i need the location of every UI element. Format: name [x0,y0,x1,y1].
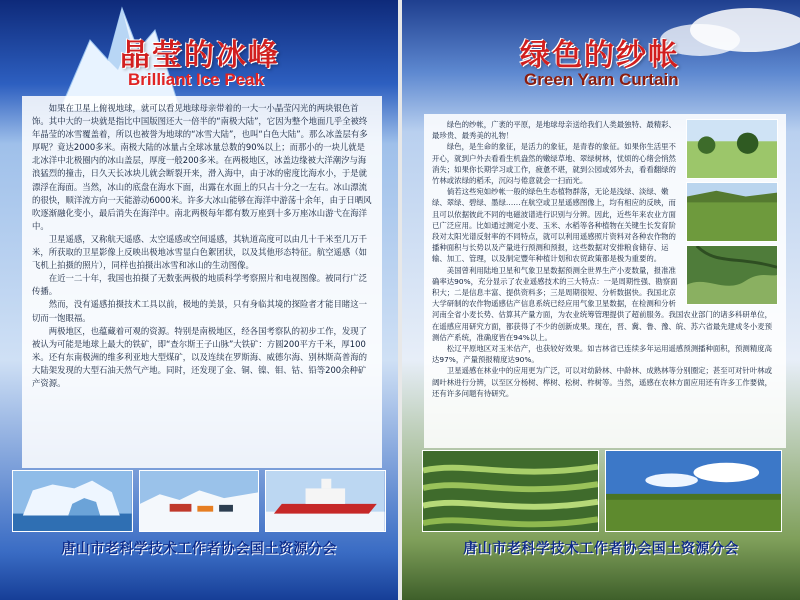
photo-strip [422,450,782,532]
paragraph: 绿色的纱帐，广袤的平原，是地球母亲送给我们人类最独特、最精彩、最珍贵、最秀美的礼物！ [432,120,676,141]
meadow-trees-photo [686,119,778,179]
footer-organization: 唐山市老科学技术工作者协会国土资源分会 [463,541,739,557]
paragraph: 然而，没有遥感拍摄技术工具以前，极地的美景，只有身临其境的探险者才能目睹这一切而一饱眼福。 [32,299,368,323]
page-title: 晶莹的冰峰 [120,38,280,73]
antarctic-station-photo [139,470,260,532]
footer-organization: 唐山市老科学技术工作者协会国土资源分会 [61,541,337,557]
article-body [22,96,382,468]
paragraph: 卫星遥感，又称航天遥感、太空遥感或空间遥感，其轨道高度可以由几十千米至几万千米，所获取的卫星影像上反映出极地冰雪显白色絮团状，以及其他形态特征。航空遥感（如飞机上拍摄的照片），同样也拍摄出冰雪和冰山的生动图像。 [32,233,368,271]
paragraph: 松辽平原地区对玉米估产，也获较好效果。如吉林省已连续多年运用遥感预测播种面积，预测精度高达97%，产量预报精度达90%。 [432,344,772,365]
paragraph: 倘若这些宛如纱帐一般的绿色生态植物群落，无论是浅绿、淡绿、嫩绿、翠绿、碧绿、墨绿……在航空或卫星遥感图像上，均有相应的反映，而且可以依据彼此不同的电磁波谱进行识别与分辨。因此，近些年来农业方面已广泛应用。比如通过测定小麦、玉米、水稻等各种植物在关键生长发育阶段对太阳光谱反射率的不同特点，就可以利用遥感照片资料对各种农作物的播种面积与长势以及产量进行预测和预报，这些数据对安排粮食储存、运输、加工、管理，以及制定豐年种植计划和农贸政策都是极为重要的。 [432,187,676,264]
page-subtitle: Green Yarn Curtain [524,70,679,89]
photo-strip [12,470,386,532]
paragraph: 卫星遥感在林业中的应用更为广泛，可以对幼龄林、中龄林、成熟林等分别圈定；甚至可对针叶林或阔叶林进行分辨，以至区分杨树、桦树、松树、柞树等。当然，遥感在农林方面应用还有许多工作要做，还有许多问题有待研究。 [432,366,772,398]
rice-terraces-photo [422,450,599,532]
paragraph: 两极地区，也蕴藏着可观的资源。特别是南极地区，经各国考察队的初步工作，发现了被认为可能是地球上最大的铁矿，即“查尔斯王子山脉”大铁矿：方圆200平方千米，厚100米。还有东南极洲的维多利亚地大型煤矿，以及连续在罗斯海、威德尔海、别林斯高普海的大陆架发现的大型石油天然气产地。同时，还发现了金、铜、镍、钼、钴、铅等200余种矿产资源。 [32,325,368,388]
page-subtitle: Brilliant Ice Peak [128,70,265,89]
paragraph: 在近一二十年，我国也拍摄了无数张两极的地质科学考察照片和电视图像。被同行广泛传播。 [32,273,368,297]
grassland-photo [686,182,778,242]
poster-ice-peak [0,0,398,600]
crop-field-sky-photo [605,450,782,532]
side-photo-column [686,119,778,308]
article-body [424,114,786,448]
paragraph: 如果在卫星上俯视地球，就可以看见地球母亲带着的一大一小晶莹闪光的两块银色首饰。其中大的一块就是指比中国版图还大一倍半的“南极大陆”，它因为整个地面几乎全被终年晶莹的冰雪覆盖着，所以也被誉为地球的“冰雪大陆”，也叫“白色大陆”。那么冰盖层有多厚呢？竟达2000多米。南极大陆的冰量占全球冰量总数的90%以上；而那小的一块儿就是北冰洋中北极圈内的冰山盖层，厚度一般200多米。在两极地区，冰盖边缘被大洋潮汐与海浪猛烈的撞击，日久天长冰块儿就会断裂开来，滑入海中，由于冰的密度比海水小，于是就漂浮在海面。当然，冰山的底盘在海水下面，出露在水面上的只占十分之一左右。冰山漂流的很快，顺洋流方向一天能游动6000米。许多大冰山能够在海洋中游荡十余年，由于日晒风吹逐渐融化变小，最后消失在海洋中。南北两极每年都有数万座到十多万座冰山游弋在海洋中。 [32,103,372,231]
page-title: 绿色的纱帐 [520,38,680,73]
iceberg-arch-photo [12,470,133,532]
icebreaker-ship-photo [265,470,386,532]
aerial-valley-photo [686,245,778,305]
poster-green-yarn [402,0,800,600]
paragraph: 美国曾利用陆地卫星和气象卫星数据预测全世界生产小麦数量，报准准确率达90%，充分显示了农业遥感技术的三大特点：一是周期性强、勘察面积大；二是信息丰富、提供资料多；三是周期很短、分析数据快。我国北京大学研制的农作物遥感估产信息系统已经应用气象卫星数据，在检测和分析河南全省小麦长势、估算其产量方面，为农业统筹管理提供了超前服务。我国农业部门的诸多科研单位，在遥感应用研究方面，都获得了不少的创新成果。现在，晋、冀、鲁、豫、皖、苏六省最先建成冬小麦预测估产系统，准确度皆在94%以上。 [432,265,772,342]
paragraph: 绿色，是生命的象征，是活力的象征，是青春的象征。如果你生活里不开心，就到户外去看看生机盎然的嫩绿草地、翠绿树林，忧烦的心绪会悄然消失；如果你长期学习或工作，疲惫不堪，就到公园或郊外去，看看翻绿的竹林或浓绿的稻禾，沉闷与倦意就会一扫而光。 [432,142,676,186]
